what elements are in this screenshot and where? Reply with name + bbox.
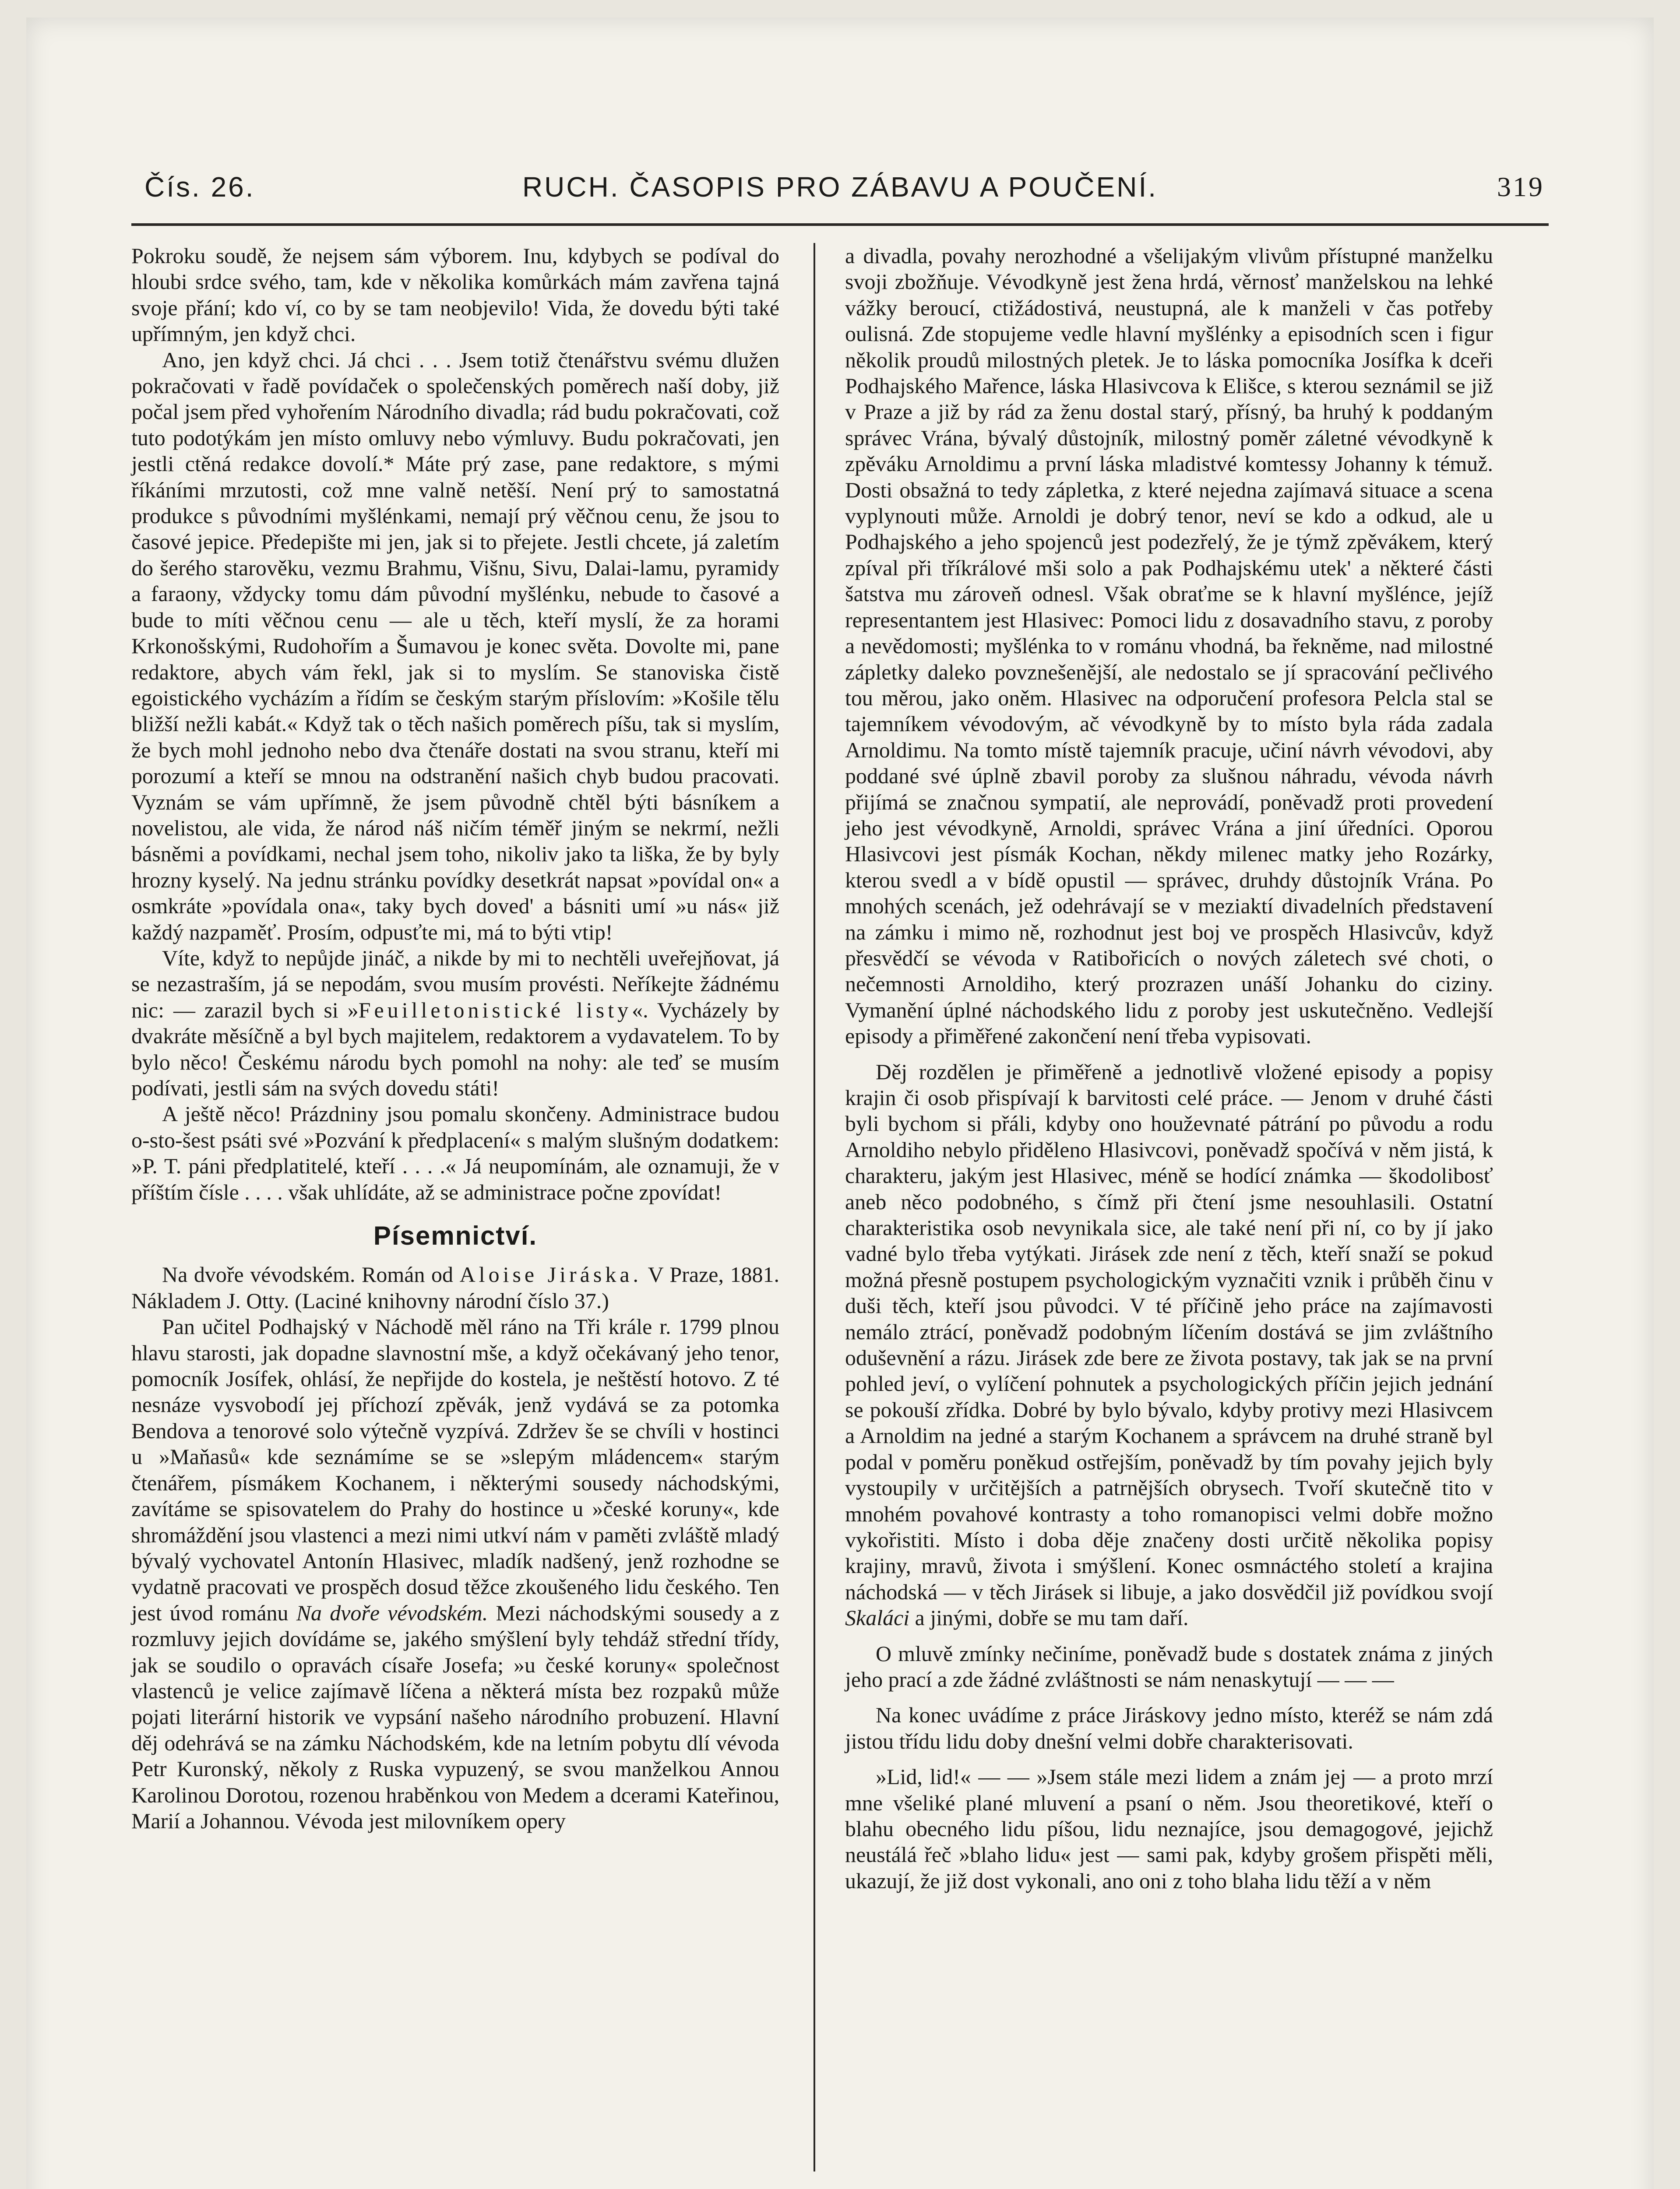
paragraph: a divadla, povahy nerozhodné a všelijakým vlivům přístupné manželku svoji zbožňuje. Vévodkyně jest žena hrdá, věrnosť manželskou na lehké vážky beroucí, ctižádostivá, neustupná, ale k manželi v čas potřeby oulisná. Zde stopujeme vedle hlavní myšlénky a episodních scen i figur několik proudů milostných pletek. Je to láska pomocníka Josífka k dceři Podhajského Mařence, láska Hlasivcova k Elišce, s kterou seznámil se již v Praze a již by rád za ženu dostal starý, přísný, ba hruhý k poddaným správec Vrána, bývalý důstojník, milostný poměr záletné vévodkyně k zpěváku Arnoldimu a první láska mladistvé komtessy Johanny k témuž. Dosti obsažná to tedy zápletka, z které nejedna zajímavá situace a scena vyplynouti může. Arnoldi je dobrý tenor, neví se kdo a odkud, ale u Podhajského a jeho spojenců jest podezřelý, že je týmž zpěvákem, který zpíval při tříkrálové mši solo a pak Podhajskému utek' a některé části šatstva mu zároveň odnesl. Však obraťme se k hlavní myšlénce, jejíž representantem jest Hlasivec: Pomoci lidu z dosavadního stavu, z poroby a nevědomosti; myšlénka to v románu vhodná, ba řekněme, nad milostné zápletky daleko povznešenější, ale nedostalo se jí spracování pečlivého tou měrou, jako oněm. Hlasivec na odporučení profesora Pelcla stal se tajemníkem vévodovým, ač vévodkyně by to místo byla ráda zadala Arnoldimu. Na tomto místě tajemník pracuje, učiní návrh vévodovi, aby poddané své úplně zbavil poroby za slušnou náhradu, vévoda návrh přijímá se značnou sympatií, ale neprovádí, poněvadž proti provedení jeho jest vévodkyně, Arnoldi, správec Vrána a jiní úředníci. Oporou Hlasivcovi jest písmák Kochan, někdy milenec matky jeho Rozárky, kterou svedl a v bídě opustil — správec, druhdy důstojník Vrána. Po mnohých scenách, jež odehrávají se v meziaktí divadelních představení na zámku i mimo ně, rozhodnut jest boj ve prospěch Hlasivcův, když přesvědčí se vévoda v Ratibořicích o nových záletech své choti, o nečemnosti Arnoldiho, který prozrazen unáší Johanku do ciziny. Vymanění úplné náchodského lidu z poroby jest uskutečněno. Vedlejší episody a přiměřené zakončení není třeba vypisovati. bbox=[845, 243, 1493, 1049]
book-citation: Na dvoře vévodském. Román od Aloise Jiráska. V Praze, 1881. Nákladem J. Otty. (Laciné knihovny národní číslo 37.) bbox=[131, 1262, 779, 1313]
section-title: Písemnictví. bbox=[373, 1221, 538, 1251]
page-number: 319 bbox=[1497, 171, 1544, 202]
paragraph: Na konec uvádíme z práce Jiráskovy jedno místo, kteréž se nám zdá jistou třídu lidu doby dnešní velmi dobře charakterisovati. bbox=[845, 1703, 1493, 1753]
paragraph: Pokroku soudě, že nejsem sám výborem. Inu, kdybych se podíval do hloubi srdce svého, tam, kde v několika komůrkách mám zavřena tajná svoje přání; kdo ví, co by se tam neobjevilo! Vida, že dovedu býti také upřímným, jen když chci. bbox=[131, 243, 779, 346]
paragraph: Víte, když to nepůjde jináč, a nikde by mi to nechtěli uveřejňovat, já se nezastraším, já se nepodám, svou musím provésti. Neříkejte žádnému nic: — zarazil bych si »Feuilletonistické listy«. Vycházely by dvakráte měsíčně a byl bych majitelem, redaktorem a vydavatelem. To by bylo něco! Českému národu bych pomohl na nohy: ale teď se musím podívati, jestli sám na svých dovedu státi! bbox=[131, 945, 779, 1100]
left-column bbox=[131, 243, 779, 1834]
running-header bbox=[131, 166, 1549, 215]
paragraph: Děj rozdělen je přiměřeně a jednotlivě vložené episody a popisy krajin či osob přispívají k barvitosti celé práce. — Jenom v druhé části byli bychom si přáli, kdyby ono houževnaté pátrání po původu a rodu Arnoldiho nebylo přiděleno Hlasivcovi, poněvadž spočívá v něm jistá, k charakteru, jakým jest Hlasivec, méně se hodící známka — škodolibosť aneb něco podobného, s čímž při čtení jsme nesouhlasili. Ostatní charakteristika osob nevynikala sice, ale také není při ní, co by jí jako vadné bylo třeba vytýkati. Jirásek zde není z těch, kteří snaží se pokud možná přesně postupem psychologickým vyznačiti vznik i průběh činu v duši těch, kteří jsou původci. V té příčině jeho práce na zajímavosti nemálo ztrácí, poněvadž podobným líčením dostává se jim zvláštního oduševnění a rázu. Jirásek zde bere ze života postavy, tak jak se na první pohled jeví, o vylíčení pohnutek a psychologických příčin jejich jednání se pokouší zřídka. Dobré by bylo bývalo, kdyby protivy mezi Hlasivcem a Arnoldim na jedné a starým Kochanem a správcem na druhé straně byl podal v poměru poněkud ostřejším, poněvadž by tím povahy jejich byly vystoupily v určitějších a patrnějších obrysech. Tvoří skutečně tito v mnohém povahové kontrasty a toho romanopisci velmi dobře možno vykořistiti. Místo i doba děje značeny dosti určitě několika popisy krajiny, mravů, života i smýšlení. Konec osmnáctého století a krajina náchodská — v těch Jirásek si libuje, a jako dosvědčil již povídkou svojí Skaláci a jinými, dobře se mu tam daří. bbox=[845, 1059, 1493, 1630]
right-column bbox=[845, 243, 1493, 1894]
quotation: »Lid, lid!« — — »Jsem stále mezi lidem a znám jej — a proto mrzí mne všeliké plané mluvení a psaní o něm. Jsou theoretikové, kteří o blahu obecného lidu píšou, lidu neznajíce, jsou demagogové, jejichž neustálá řeč »blaho lidu« jest — sami pak, kdyby grošem přispěti měli, ukazují, že již dost vykonali, ano oni z toho blaha lidu těží a v něm bbox=[845, 1764, 1493, 1893]
paragraph: Pan učitel Podhajský v Náchodě měl ráno na Tři krále r. 1799 plnou hlavu starosti, jak dopadne slavnostní mše, a když očekávaný jeho tenor, pomocník Josífek, ohlásí, že nepřijde do kostela, je neštěstí hotovo. Z té nesnáze vysvobodí jej příchozí zpěvák, jenž vydává se za potomka Bendova a tenorové solo výtečně vyzpívá. Zdržev še se chvíli v hostinci u »Maňasů« kde seznámíme se se »slepým mládencem« starým čtenářem, písmákem Kochanem, i některými sousedy náchodskými, zavítáme se spisovatelem do Prahy do hostince u »české koruny«, kde shromáždění jsou vlastenci a mezi nimi utkví nám v paměti zvláště mladý bývalý vychovatel Antonín Hlasivec, mladík nadšený, jenž rozhodne se vydatně pracovati ve prospěch dosud těžce zkoušeného lidu českého. Ten jest úvod románu Na dvoře vévodském. Mezi náchodskými sousedy a z rozmluvy jejich dovídáme se, jakého smýšlení byly tehdáž střední třídy, jak se soudilo o opravách císaře Josefa; »u české koruny« společnost vlastenců je velice zajímavě líčena a některá místa bez rozpaků může pojati literární historik ve vypsání našeho národního probuzení. Hlavní děj odehrává se na zámku Náchodském, kde na letním pobytu dlí vévoda Petr Kuronský, několy z Ruska vypuzený, se svou manželkou Annou Karolinou Dorotou, rozenou hraběnkou von Medem a dcerami Kateřinou, Marií a Johannou. Vévoda jest milovníkem opery bbox=[131, 1314, 780, 1833]
header-rule bbox=[131, 223, 1549, 226]
journal-title: RUCH. ČASOPIS PRO ZÁBAVU A POUČENÍ. bbox=[522, 171, 1158, 203]
issue-number: Čís. 26. bbox=[144, 171, 255, 203]
paragraph: O mluvě zmínky nečiníme, poněvadž bude s dostatek známa z jiných jeho prací a zde žádné zvláštnosti se nám nenaskytují — — — bbox=[845, 1641, 1493, 1692]
paragraph: A ještě něco! Prázdniny jsou pomalu skončeny. Administrace budou o-sto-šest psáti své »Pozvání k předplacení« s malým slušným dodatkem: »P. T. páni předplatitelé, kteří . . . .« Já neupomínám, ale oznamuji, že v příštím čísle . . . . však uhlídáte, až se administrace počne zpovídat! bbox=[131, 1102, 779, 1204]
paragraph: Ano, jen když chci. Já chci . . . Jsem totiž čtenářstvu svému dlužen pokračovati v řadě povídaček o společenských poměrech naší doby, již počal jsem před vyhořením Národního divadla; rád budu pokračovati, což tuto podotýkám jen místo omluvy nebo výmluvy. Budu pokračovati, jen jestli ctěná redakce dovolí.* Máte prý zase, pane redaktore, s mými říkáními mrzutosti, což mne valně netěší. Není prý to samostatná produkce s původními myšlénkami, nemají prý věčnou cenu, že jsou to časové jepice. Předepište mi jen, jak si to přejete. Jestli chcete, já zaletím do šerého starověku, vezmu Brahmu, Višnu, Sivu, Dalai-lamu, pyramidy a faraony, vždycky tomu dám původní myšlénku, nebude to časové a bude to míti věčnou cenu — ale u těch, kteří myslí, že za horami Krkonošskými, Rudohořím a Šumavou je konec světa. Dovolte mi, pane redaktore, abych vám řekl, jak si to myslím. Se stanoviska čistě egoistického vycházím a řídím se českým starým příslovím: »Košile tělu bližší nežli kabát.« Když tak o těch našich poměrech píšu, tak si myslím, že bych mohl jednoho nebo dva čtenáře dostati na svou stranu, kteří mi porozumí a kteří se mnou na odstranění našich chyb budou pracovati. Vyznám se vám upřímně, že jsem původně chtěl býti básníkem a novelistou, ale vida, že národ náš ničím téměř jiným se nekrmí, nežli básněmi a povídkami, nechal jsem toho, nikoliv jako ta liška, že by byly hrozny kyselý. Na jednu stránku povídky desetkrát napsat »povídal on« a osmkráte »povídala ona«, taky bych doved' a básniti umí »u nás« již každý nazpaměť. Prosím, odpusťte mi, má to býti vtip! bbox=[131, 347, 779, 944]
column-divider bbox=[814, 243, 815, 2171]
